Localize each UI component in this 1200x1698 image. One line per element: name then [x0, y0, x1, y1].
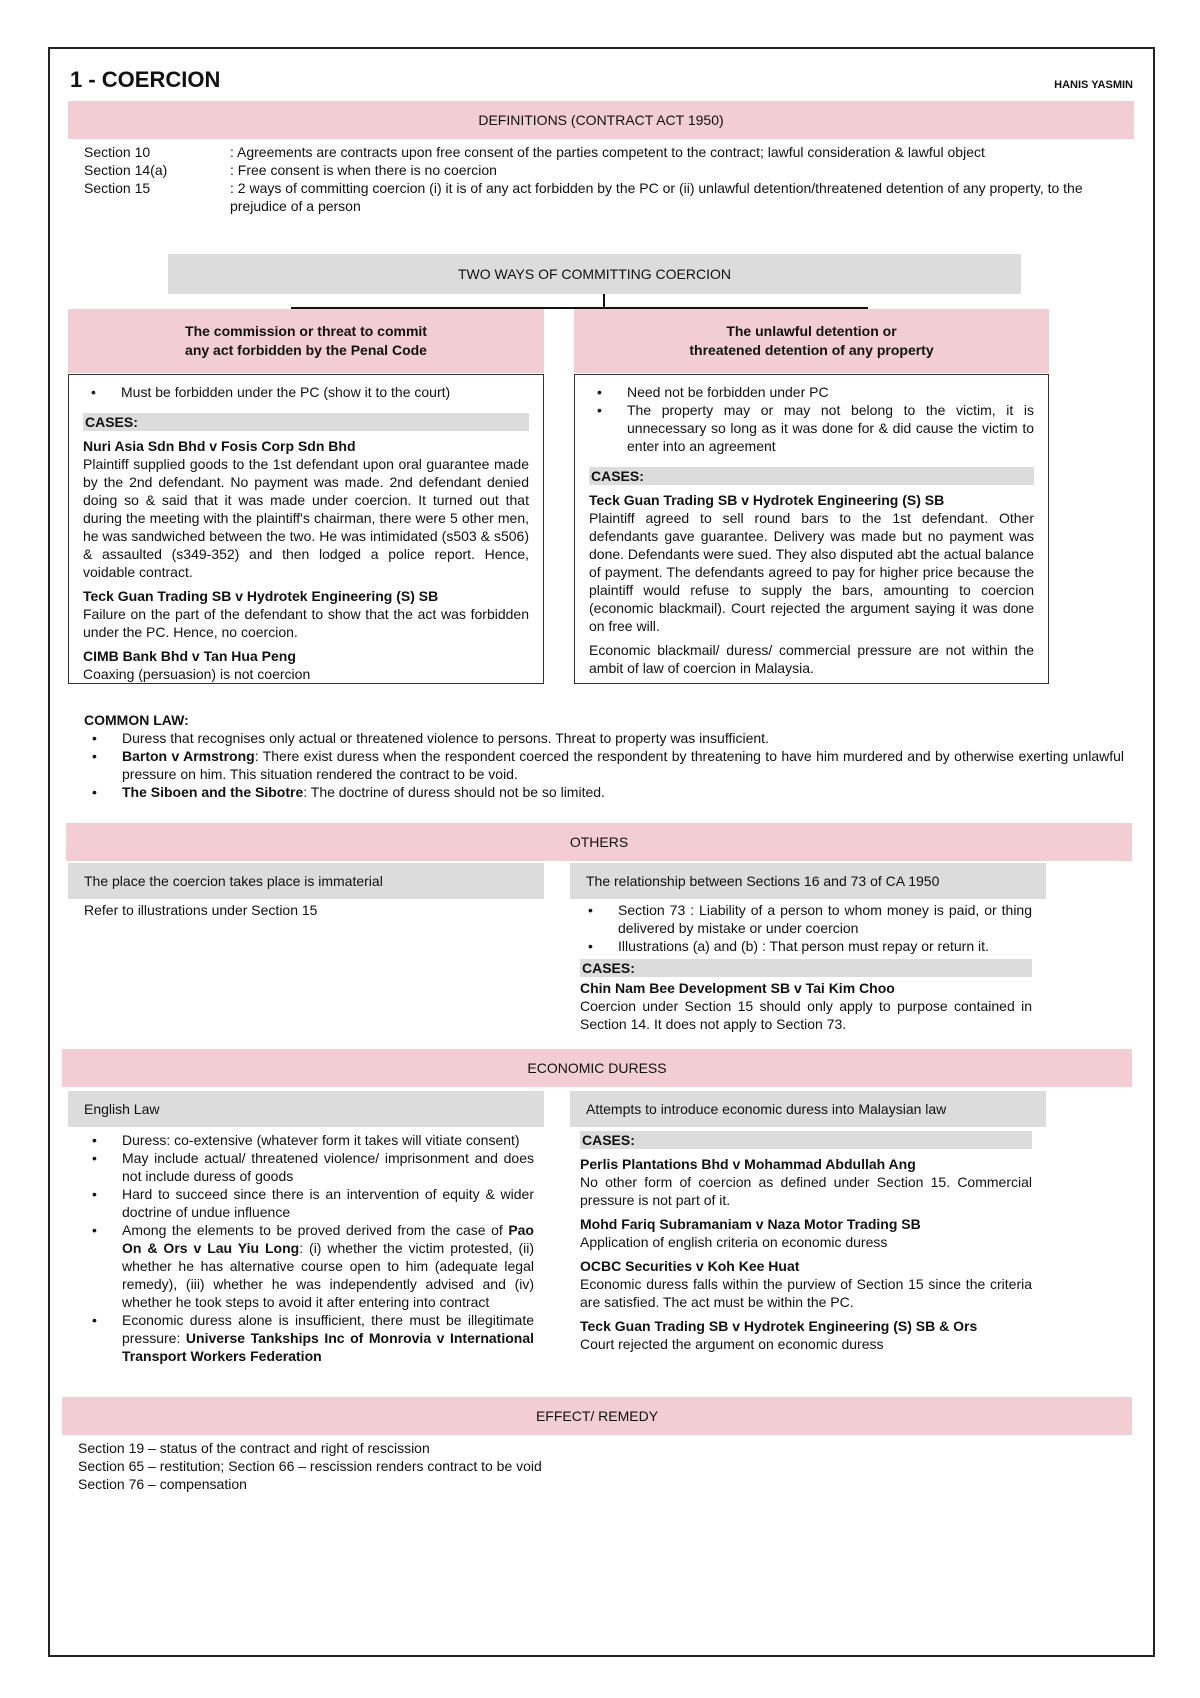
malaysian-law-column — [580, 1131, 1032, 1353]
bullet-text: May include actual/ threatened violence/ imprisonment and does not include duress of goods — [122, 1150, 534, 1184]
bullet-list — [580, 901, 1032, 955]
cases-list — [589, 491, 1034, 635]
bullet-list — [589, 383, 1034, 455]
case-title: Teck Guan Trading SB v Hydrotek Engineering (S) SB & Ors — [580, 1318, 978, 1334]
case-title: Teck Guan Trading SB v Hydrotek Engineering (S) SB — [589, 492, 945, 508]
heading-line: threatened detention of any property — [689, 342, 934, 358]
definition-text: : 2 ways of committing coercion (i) it is of any act forbidden by the PC or (ii) unlawful detention/threatened detention of any property, to the prejudice of a person — [230, 180, 1083, 214]
case-title: OCBC Securities v Koh Kee Huat — [580, 1258, 800, 1274]
english-law-column — [84, 1131, 534, 1365]
cases-list — [83, 437, 529, 683]
case-text: Coercion under Section 15 should only apply to purpose contained in Section 14. It does not apply to Section 73. — [580, 998, 1032, 1032]
definition-row — [84, 179, 1120, 215]
case-title: Mohd Fariq Subramaniam v Naza Motor Trading SB — [580, 1216, 921, 1232]
cases-list — [580, 1155, 1032, 1353]
definition-text: : Free consent is when there is no coercion — [230, 162, 497, 178]
effect-remedy-header: EFFECT/ REMEDY — [62, 1397, 1132, 1435]
bullet-item: • Section 73 : Liability of a person to whom money is paid, or thing delivered by mistake or under coercion — [580, 901, 1032, 937]
english-law-item — [84, 1185, 534, 1221]
bullet-text: Duress: co-extensive (whatever form it takes will vitiate consent) — [122, 1132, 520, 1148]
cases-label: CASES: — [580, 1131, 1032, 1149]
english-law-item — [84, 1131, 534, 1149]
economic-duress-header: ECONOMIC DURESS — [62, 1049, 1132, 1087]
case-text: Coaxing (persuasion) is not coercion — [83, 666, 311, 682]
bullet-text: Among the elements to be proved derived from the case of — [122, 1222, 509, 1238]
connector-line — [603, 294, 605, 308]
english-law-item — [84, 1311, 534, 1365]
case-name: Barton v Armstrong — [122, 748, 255, 764]
economic-blackmail-note: Economic blackmail/ duress/ commercial pressure are not within the ambit of law of coercion in Malaysia. — [589, 642, 1034, 676]
case-name: Universe Tankships Inc of Monrovia v International Transport Workers Federation — [122, 1330, 534, 1364]
case-text: Plaintiff supplied goods to the 1st defendant upon oral guarantee made by the 2nd defendant. No payment was made. 2nd defendant denied doing so & said that it was made under coercion. It turned out that during the meeting with the plaintiff's chairman, there were 5 other men, he was sandwiched between the two. He was intimidated (s503 & s506) & assaulted (s349-352) and then lodged a police report. Hence, voidable contract. — [83, 456, 529, 580]
case-title: Chin Nam Bee Development SB v Tai Kim Choo — [580, 980, 895, 996]
others-right-column — [580, 901, 1032, 1033]
cases-label: CASES: — [83, 413, 529, 431]
definition-row — [84, 161, 1120, 179]
case-text: Failure on the part of the defendant to show that the act was forbidden under the PC. Hence, no coercion. — [83, 606, 529, 640]
author-name: HANIS YASMIN — [1054, 79, 1133, 91]
property-box — [574, 374, 1049, 684]
bullet-item: • Need not be forbidden under PC — [589, 383, 1034, 401]
common-law-item — [84, 747, 1124, 783]
english-law-item — [84, 1221, 534, 1311]
definition-section: Section 14(a) — [84, 162, 168, 178]
definition-section: Section 15 — [84, 180, 151, 196]
case-title: Teck Guan Trading SB v Hydrotek Engineering (S) SB — [83, 588, 439, 604]
english-law-heading: English Law — [68, 1091, 544, 1127]
illustrations-note: Refer to illustrations under Section 15 — [84, 902, 318, 918]
definitions-list — [84, 143, 1120, 215]
definitions-header: DEFINITIONS (CONTRACT ACT 1950) — [68, 101, 1134, 139]
case-name: The Siboen and the Sibotre — [122, 784, 304, 800]
case-text: Court rejected the argument on economic duress — [580, 1336, 884, 1352]
common-law-item — [84, 729, 1124, 747]
place-immaterial-heading: The place the coercion takes place is immaterial — [68, 863, 544, 899]
property-detention-heading — [574, 309, 1049, 373]
heading-line: The commission or threat to commit — [185, 323, 427, 339]
penal-code-box — [68, 374, 544, 684]
heading-line: The unlawful detention or — [726, 323, 897, 339]
effect-remedy-list — [78, 1439, 1118, 1493]
bullet-item: • Must be forbidden under the PC (show it to the court) — [83, 383, 529, 401]
penal-code-heading — [68, 309, 544, 373]
bullet-text: : (i) whether the victim protested, (ii) whether he has alternative course open to him (adequate legal remedy), (iii) whether he was independently advised and (iv) whether he took steps to avoid it after entering into contract — [122, 1240, 535, 1310]
case-name: Pao On & Ors v Lau Yiu Long — [122, 1222, 534, 1256]
definition-row — [84, 143, 1120, 161]
bullet-list — [84, 1131, 534, 1365]
case-title: CIMB Bank Bhd v Tan Hua Peng — [83, 648, 296, 664]
cases-label: CASES: — [589, 467, 1034, 485]
common-law-item — [84, 783, 1124, 801]
case-text: Plaintiff agreed to sell round bars to the 1st defendant. Other defendants gave guarantee. Delivery was made but no payment was done. Defendants were sued. They also disputed abt the actual balance of payment. The defendants agreed to pay for higher price because the plaintiff would refuse to supply the bars, amounting to coercion (economic blackmail). Court rejected the argument saying it was done on free will. — [589, 510, 1034, 634]
definition-section: Section 10 — [84, 144, 151, 160]
bullet-item: • Illustrations (a) and (b) : That person must repay or return it. — [580, 937, 1032, 955]
common-law-section — [84, 711, 1124, 801]
common-law-label: COMMON LAW: — [84, 712, 189, 728]
case-text: No other form of coercion as defined under Section 15. Commercial pressure is not part of it. — [580, 1174, 1032, 1208]
english-law-item — [84, 1149, 534, 1185]
bullet-text: Economic duress alone is insufficient, there must be illegitimate pressure: — [122, 1312, 534, 1346]
effect-line: Section 65 – restitution; Section 66 – rescission renders contract to be void — [78, 1458, 542, 1474]
common-law-list — [84, 729, 1124, 801]
common-law-text: Duress that recognises only actual or threatened violence to persons. Threat to property was insufficient. — [122, 730, 769, 746]
common-law-text: : There exist duress when the respondent coerced the respondent by threatening to have him murdered and by otherwise exerting unlawful pressure on him. This situation rendered the contract to be void. — [122, 748, 1125, 782]
case-text: Application of english criteria on economic duress — [580, 1234, 888, 1250]
effect-line: Section 19 – status of the contract and right of rescission — [78, 1440, 430, 1456]
common-law-text: : The doctrine of duress should not be so limited. — [303, 784, 605, 800]
cases-label: CASES: — [580, 959, 1032, 977]
definition-text: : Agreements are contracts upon free consent of the parties competent to the contract; lawful consideration & lawful object — [230, 144, 985, 160]
sections-relationship-heading: The relationship between Sections 16 and 73 of CA 1950 — [570, 863, 1046, 899]
page-frame — [48, 47, 1155, 1657]
bullet-text: Hard to succeed since there is an intervention of equity & wider doctrine of undue influence — [122, 1186, 534, 1220]
case-title: Nuri Asia Sdn Bhd v Fosis Corp Sdn Bhd — [83, 438, 356, 454]
case-text: Economic duress falls within the purview of Section 15 since the criteria are satisfied. The act must be within the PC. — [580, 1276, 1032, 1310]
others-header: OTHERS — [66, 823, 1132, 861]
bullet-list — [83, 383, 529, 401]
case-title: Perlis Plantations Bhd v Mohammad Abdullah Ang — [580, 1156, 916, 1172]
page-title: 1 - COERCION — [70, 67, 221, 92]
bullet-item: • The property may or may not belong to the victim, it is unnecessary so long as it was done for & did cause the victim to enter into an agreement — [589, 401, 1034, 455]
effect-line: Section 76 – compensation — [78, 1476, 247, 1492]
two-ways-header: TWO WAYS OF COMMITTING COERCION — [168, 254, 1021, 294]
malaysian-law-heading: Attempts to introduce economic duress into Malaysian law — [570, 1091, 1046, 1127]
heading-line: any act forbidden by the Penal Code — [185, 342, 427, 358]
